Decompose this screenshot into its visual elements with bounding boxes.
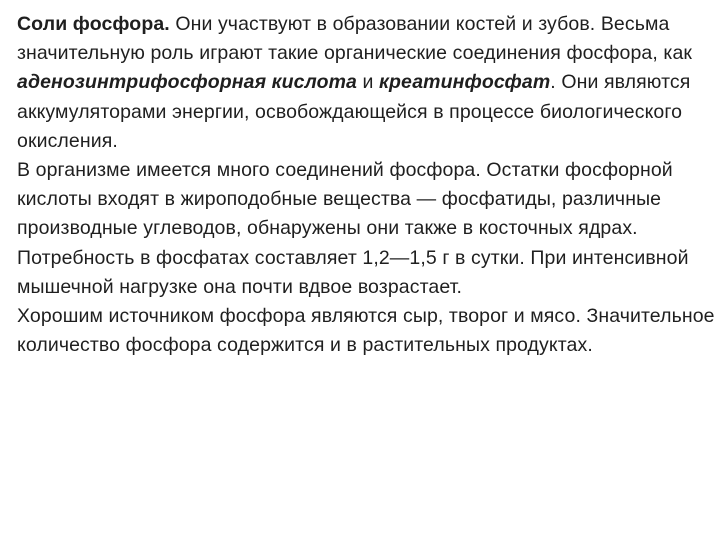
paragraph-phosphorus-salts [17,10,715,156]
paragraph-sources: Хорошим источником фосфора являются сыр, творог и мясо. Значительное количество фосфора содержится и в растительных продуктах. [17,305,715,357]
paragraph-text: и [357,71,380,94]
paragraph-phosphorus-compounds: В организме имеется много соединений фосфора. Остатки фосфорной кислоты входят в жироподобные вещества — фосфатиды, различные производные углеводов, обнаружены они также в косточных ядрах. [17,159,673,240]
term-atp: аденозинтрифосфорная кислота [17,71,357,94]
text-body [17,10,715,360]
paragraph-text: . Они являются аккумуляторами энергии, освобождающейся в процессе биологического окисления. [17,71,691,152]
lead-heading: Соли фосфора. [17,13,170,35]
paragraph-daily-requirement: Потребность в фосфатах составляет 1,2—1,5 г в сутки. При интенсивной мышечной нагрузке она почти вдвое возрастает. [17,246,689,298]
paragraph-text: Они участвуют в образовании костей и зубов. Весьма значительную роль играют такие органические соединения фосфора, как [17,13,693,65]
term-creatine-phosphate: креатинфосфат [379,71,551,94]
